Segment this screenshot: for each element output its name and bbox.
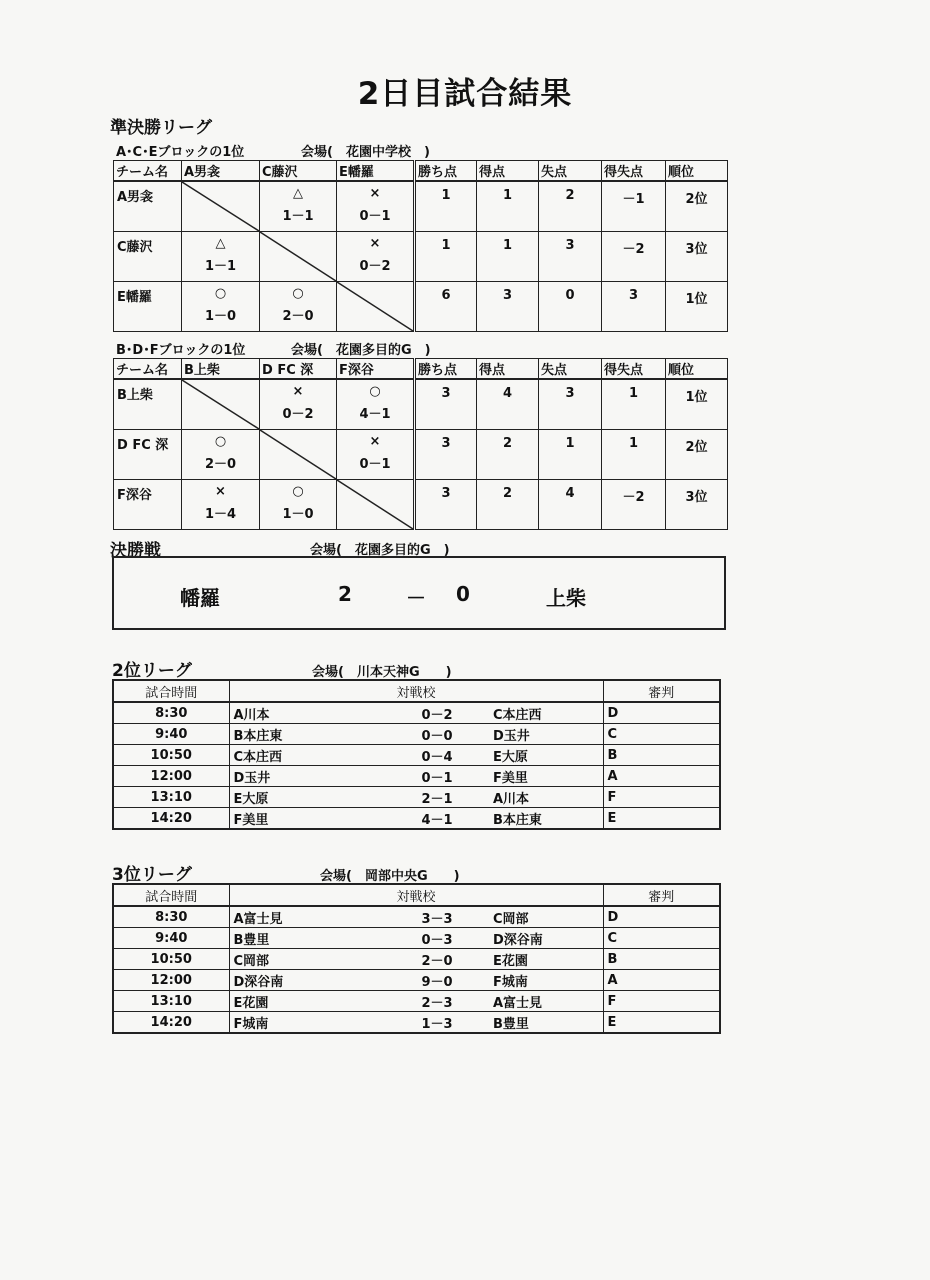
second-league-table: [112, 679, 721, 830]
match-cell: [260, 379, 337, 430]
score-cell: 2－0: [385, 949, 489, 970]
header-cell: B上柴: [182, 359, 260, 380]
page-title: 2日目試合結果: [357, 76, 573, 112]
header-cell: 試合時間: [113, 884, 229, 906]
match-cell: [260, 282, 337, 332]
home-team-cell: E花園: [229, 991, 385, 1012]
third-league-heading: 3位リーグ: [112, 865, 192, 885]
table-header-row: [113, 884, 720, 906]
table-row: [113, 906, 720, 928]
result-mark: △: [293, 186, 303, 201]
time-cell: 14:20: [113, 1012, 229, 1034]
final-score2: 0: [456, 582, 470, 606]
result-mark: ○: [214, 434, 227, 449]
rank-cell: 2位: [666, 430, 728, 480]
diagonal-line: [337, 282, 413, 331]
self-match-cell: [260, 430, 337, 480]
goals-against-cell: 2: [539, 181, 602, 232]
second-league-venue: 会場( 川本天神G ): [312, 665, 452, 680]
header-cell: 勝ち点: [415, 359, 477, 380]
diagonal-line: [260, 232, 336, 281]
score-cell: 1－3: [385, 1012, 489, 1034]
away-team-cell: E大原: [489, 745, 603, 766]
match-cell: [260, 181, 337, 232]
group1-label: A･C･Eブロックの1位: [116, 145, 245, 160]
table-header-row: [114, 359, 728, 380]
result-score: 4－1: [359, 407, 391, 422]
referee-cell: F: [603, 787, 720, 808]
home-team-cell: B豊里: [229, 928, 385, 949]
result-score: 1－4: [204, 507, 237, 522]
self-match-cell: [337, 480, 415, 530]
referee-cell: F: [603, 991, 720, 1012]
match-cell: [337, 232, 415, 282]
referee-cell: A: [603, 970, 720, 991]
table-row: [113, 991, 720, 1012]
final-team1: 幡羅: [180, 586, 220, 610]
away-team-cell: A川本: [489, 787, 603, 808]
home-team-cell: B本庄東: [229, 724, 385, 745]
referee-cell: D: [603, 702, 720, 724]
result-mark: ×: [369, 434, 381, 449]
score-cell: 0－3: [385, 928, 489, 949]
result-score: 1－0: [204, 309, 237, 324]
self-match-cell: [182, 379, 260, 430]
result-score: 1－1: [282, 209, 314, 224]
diagonal-line: [260, 430, 336, 479]
match-cell: [182, 430, 260, 480]
goal-diff-cell: 1: [602, 379, 666, 430]
self-match-cell: [337, 282, 415, 332]
match-cell: [182, 480, 260, 530]
header-cell: 得点: [477, 359, 539, 380]
score-cell: 0－1: [385, 766, 489, 787]
away-team-cell: B本庄東: [489, 808, 603, 830]
table-row: [113, 724, 720, 745]
goals-for-cell: 1: [477, 181, 539, 232]
home-team-cell: D玉井: [229, 766, 385, 787]
time-cell: 13:10: [113, 991, 229, 1012]
result-score: 1－0: [282, 507, 314, 522]
away-team-cell: F美里: [489, 766, 603, 787]
self-match-cell: [182, 181, 260, 232]
time-cell: 12:00: [113, 970, 229, 991]
goal-diff-cell: 1: [602, 430, 666, 480]
points-cell: 3: [415, 430, 477, 480]
points-cell: 1: [415, 181, 477, 232]
score-cell: 4－1: [385, 808, 489, 830]
table-row: [113, 745, 720, 766]
team-name: D FC 深: [114, 430, 182, 480]
final-score1: 2: [338, 582, 352, 606]
header-cell: 勝ち点: [415, 161, 477, 182]
table-row: [113, 787, 720, 808]
header-cell: C藤沢: [260, 161, 337, 182]
header-cell: 順位: [666, 161, 728, 182]
result-mark: ○: [292, 286, 304, 301]
home-team-cell: D深谷南: [229, 970, 385, 991]
goal-diff-cell: －2: [602, 480, 666, 530]
away-team-cell: D深谷南: [489, 928, 603, 949]
goals-against-cell: 0: [539, 282, 602, 332]
points-cell: 1: [415, 232, 477, 282]
score-cell: 9－0: [385, 970, 489, 991]
group2-label: B･D･Fブロックの1位: [116, 343, 246, 358]
table-header-row: [114, 161, 728, 182]
group2-table: [113, 358, 728, 530]
score-cell: 3－3: [385, 906, 489, 928]
goals-against-cell: 3: [539, 379, 602, 430]
goals-for-cell: 1: [477, 232, 539, 282]
table-row: [113, 1012, 720, 1034]
match-cell: [182, 232, 260, 282]
away-team-cell: D玉井: [489, 724, 603, 745]
result-mark: ○: [214, 286, 227, 301]
final-venue: 会場( 花園多目的G ): [310, 543, 450, 558]
goals-against-cell: 4: [539, 480, 602, 530]
match-cell: [337, 181, 415, 232]
referee-cell: D: [603, 906, 720, 928]
referee-cell: A: [603, 766, 720, 787]
group1-venue: 会場( 花園中学校 ): [301, 145, 430, 160]
third-league-table: [112, 883, 721, 1034]
time-cell: 10:50: [113, 745, 229, 766]
goal-diff-cell: 3: [602, 282, 666, 332]
rank-cell: 2位: [666, 181, 728, 232]
result-mark: △: [215, 236, 226, 251]
match-cell: [182, 282, 260, 332]
away-team-cell: C本庄西: [489, 702, 603, 724]
header-cell: チーム名: [114, 161, 182, 182]
self-match-cell: [260, 232, 337, 282]
header-cell: F深谷: [337, 359, 415, 380]
table-row: [114, 181, 728, 232]
table-row: [114, 430, 728, 480]
result-score: 0－2: [359, 259, 391, 274]
header-cell: 審判: [603, 680, 720, 702]
result-mark: ×: [292, 384, 304, 399]
diagonal-line: [182, 182, 259, 231]
table-row: [113, 702, 720, 724]
team-name: B上柴: [114, 379, 182, 430]
home-team-cell: A川本: [229, 702, 385, 724]
away-team-cell: A富士見: [489, 991, 603, 1012]
time-cell: 9:40: [113, 928, 229, 949]
result-mark: ×: [215, 484, 226, 499]
goals-for-cell: 3: [477, 282, 539, 332]
time-cell: 8:30: [113, 906, 229, 928]
team-name: F深谷: [114, 480, 182, 530]
away-team-cell: F城南: [489, 970, 603, 991]
away-team-cell: E花園: [489, 949, 603, 970]
final-result-box: [112, 556, 726, 630]
table-row: [113, 808, 720, 830]
score-cell: 2－1: [385, 787, 489, 808]
team-name: C藤沢: [114, 232, 182, 282]
result-mark: ○: [369, 384, 381, 399]
score-cell: 2－3: [385, 991, 489, 1012]
goals-against-cell: 3: [539, 232, 602, 282]
goal-diff-cell: －2: [602, 232, 666, 282]
result-mark: ×: [369, 236, 381, 251]
header-cell: 対戦校: [229, 680, 603, 702]
result-score: 0－2: [282, 407, 314, 422]
result-score: 0－1: [359, 457, 391, 472]
home-team-cell: F美里: [229, 808, 385, 830]
group2-venue: 会場( 花園多目的G ): [291, 343, 431, 358]
referee-cell: B: [603, 745, 720, 766]
header-cell: 審判: [603, 884, 720, 906]
header-cell: 得失点: [602, 359, 666, 380]
table-row: [114, 480, 728, 530]
goals-for-cell: 2: [477, 480, 539, 530]
home-team-cell: F城南: [229, 1012, 385, 1034]
second-league-heading: 2位リーグ: [112, 661, 192, 681]
score-cell: 0－4: [385, 745, 489, 766]
header-cell: 得点: [477, 161, 539, 182]
header-cell: 得失点: [602, 161, 666, 182]
referee-cell: C: [603, 928, 720, 949]
result-mark: ○: [292, 484, 304, 499]
rank-cell: 3位: [666, 232, 728, 282]
diagonal-line: [182, 380, 259, 429]
result-mark: ×: [369, 186, 381, 201]
header-cell: D FC 深: [260, 359, 337, 380]
table-row: [113, 949, 720, 970]
header-cell: A男衾: [182, 161, 260, 182]
away-team-cell: C岡部: [489, 906, 603, 928]
goal-diff-cell: －1: [602, 181, 666, 232]
table-row: [113, 970, 720, 991]
header-cell: 試合時間: [113, 680, 229, 702]
team-name: E幡羅: [114, 282, 182, 332]
score-cell: 0－2: [385, 702, 489, 724]
goals-for-cell: 2: [477, 430, 539, 480]
rank-cell: 3位: [666, 480, 728, 530]
result-score: 2－0: [204, 457, 237, 472]
time-cell: 12:00: [113, 766, 229, 787]
group1-table: [113, 160, 728, 332]
final-heading: 決勝戦: [110, 541, 161, 561]
final-dash: －: [406, 586, 426, 610]
match-cell: [337, 379, 415, 430]
final-team2: 上柴: [546, 586, 586, 610]
table-header-row: [113, 680, 720, 702]
home-team-cell: A富士見: [229, 906, 385, 928]
header-cell: 失点: [539, 161, 602, 182]
rank-cell: 1位: [666, 282, 728, 332]
semifinal-heading: 準決勝リーグ: [110, 118, 212, 138]
header-cell: チーム名: [114, 359, 182, 380]
referee-cell: C: [603, 724, 720, 745]
match-cell: [260, 480, 337, 530]
goals-for-cell: 4: [477, 379, 539, 430]
home-team-cell: C岡部: [229, 949, 385, 970]
diagonal-line: [337, 480, 413, 529]
result-score: 0－1: [359, 209, 391, 224]
points-cell: 3: [415, 379, 477, 430]
away-team-cell: B豊里: [489, 1012, 603, 1034]
team-name: A男衾: [114, 181, 182, 232]
header-cell: 失点: [539, 359, 602, 380]
goals-against-cell: 1: [539, 430, 602, 480]
header-cell: E幡羅: [337, 161, 415, 182]
rank-cell: 1位: [666, 379, 728, 430]
header-cell: 対戦校: [229, 884, 603, 906]
table-row: [114, 379, 728, 430]
home-team-cell: E大原: [229, 787, 385, 808]
time-cell: 14:20: [113, 808, 229, 830]
third-league-venue: 会場( 岡部中央G ): [320, 869, 460, 884]
referee-cell: E: [603, 808, 720, 830]
referee-cell: B: [603, 949, 720, 970]
time-cell: 8:30: [113, 702, 229, 724]
result-score: 2－0: [282, 309, 314, 324]
home-team-cell: C本庄西: [229, 745, 385, 766]
table-row: [113, 928, 720, 949]
time-cell: 9:40: [113, 724, 229, 745]
table-row: [113, 766, 720, 787]
table-row: [114, 282, 728, 332]
time-cell: 13:10: [113, 787, 229, 808]
header-cell: 順位: [666, 359, 728, 380]
score-cell: 0－0: [385, 724, 489, 745]
points-cell: 3: [415, 480, 477, 530]
points-cell: 6: [415, 282, 477, 332]
result-score: 1－1: [204, 259, 237, 274]
referee-cell: E: [603, 1012, 720, 1034]
match-cell: [337, 430, 415, 480]
table-row: [114, 232, 728, 282]
time-cell: 10:50: [113, 949, 229, 970]
